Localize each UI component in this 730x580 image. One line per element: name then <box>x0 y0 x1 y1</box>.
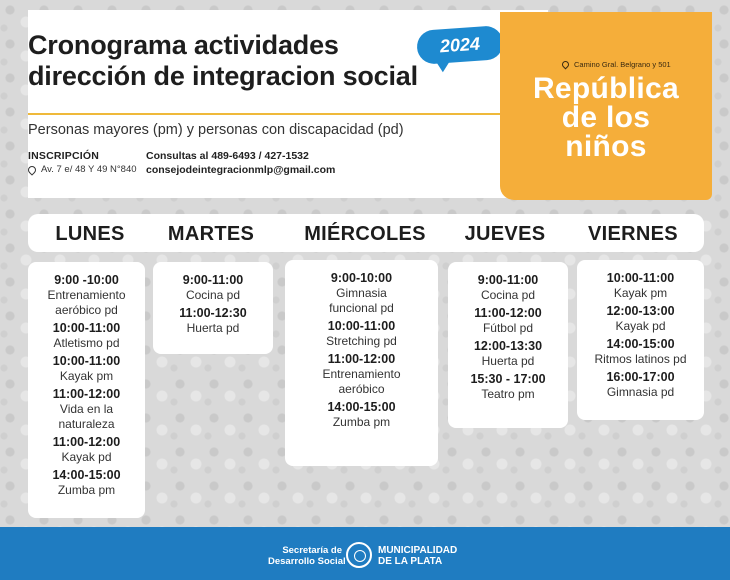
schedule-entry <box>28 435 145 465</box>
badge-title <box>500 74 712 161</box>
footer-secretaria <box>268 545 346 567</box>
badge-title-line-3: niños <box>565 130 647 163</box>
entry-activity: Ritmos latinos pd <box>594 352 687 366</box>
footer-secretaria-line-2: Desarrollo Social <box>268 556 346 567</box>
entry-time: 14:00-15:00 <box>606 337 675 351</box>
day-card-miercoles <box>285 260 438 466</box>
entry-activity: Stretching pd <box>326 334 397 348</box>
entry-activity: Entrenamiento <box>322 367 401 381</box>
entry-time: 9:00-11:00 <box>477 273 539 287</box>
schedule-entry <box>285 400 438 430</box>
schedule-entry <box>448 339 568 369</box>
entry-activity: Kayak pm <box>59 369 114 383</box>
title-line-1: Cronograma actividades <box>28 30 339 60</box>
schedule-entry <box>153 273 273 303</box>
entry-time: 16:00-17:00 <box>606 370 675 384</box>
footer-muni-line-2: DE LA PLATA <box>378 556 443 567</box>
entry-activity: Teatro pm <box>481 387 535 401</box>
map-pin-icon <box>561 60 571 70</box>
entry-activity: Fútbol pd <box>482 321 534 335</box>
entry-time: 11:00-12:00 <box>52 435 121 449</box>
entry-activity: Huerta pd <box>481 354 535 368</box>
entry-time: 12:00-13:30 <box>473 339 543 353</box>
schedule-entry <box>285 352 438 397</box>
day-label-martes: MARTES <box>167 223 255 245</box>
schedule-entry <box>285 271 438 316</box>
entry-time: 10:00-11:00 <box>52 354 121 368</box>
schedule-entry <box>577 271 704 301</box>
schedule-entry <box>28 387 145 432</box>
footer-muni-line-1: MUNICIPALIDAD <box>378 545 458 556</box>
republica-badge <box>500 12 712 200</box>
entry-time: 14:00-15:00 <box>327 400 396 414</box>
entry-activity: Zumba pm <box>332 415 391 429</box>
entry-activity: Atletismo pd <box>53 336 120 350</box>
schedule-entry <box>577 304 704 334</box>
day-label-viernes: VIERNES <box>588 223 678 245</box>
footer-municipalidad <box>378 545 457 567</box>
entry-time: 11:00-12:00 <box>474 306 542 320</box>
municipal-seal-icon <box>346 542 372 568</box>
badge-title-line-2: de los <box>561 101 651 134</box>
entry-activity: Zumba pm <box>57 483 116 497</box>
schedule-entry <box>28 468 145 498</box>
entry-time: 10:00-11:00 <box>327 319 396 333</box>
subtitle: Personas mayores (pm) y personas con discapacidad (pd) <box>28 122 404 138</box>
year-speech-bubble: 2024 <box>416 25 504 65</box>
day-card-martes <box>153 262 273 354</box>
map-pin-icon <box>26 164 37 175</box>
badge-address-text: Camino Gral. Belgrano y 501 <box>574 60 671 69</box>
entry-activity: aeróbico <box>338 382 385 396</box>
entry-activity: Huerta pd <box>186 321 240 335</box>
inscripcion-address-text: Av. 7 e/ 48 Y 49 N°840 <box>41 164 137 175</box>
schedule-entry <box>28 273 145 318</box>
entry-activity: Gimnasia <box>336 286 387 300</box>
entry-activity: Kayak pd <box>615 319 666 333</box>
entry-time: 12:00-13:00 <box>606 304 675 318</box>
entry-activity: funcional pd <box>329 301 394 315</box>
schedule-entry <box>448 372 568 402</box>
schedule-entry <box>448 306 568 336</box>
day-label-jueves: JUEVES <box>464 223 546 245</box>
schedule-entry <box>28 354 145 384</box>
day-card-lunes <box>28 262 145 518</box>
consultas-phone: Consultas al 489-6493 / 427-1532 <box>146 150 309 162</box>
entry-time: 9:00-11:00 <box>182 273 244 287</box>
entry-activity: Kayak pd <box>61 450 112 464</box>
day-label-miercoles: MIÉRCOLES <box>304 223 426 245</box>
entry-time: 10:00-11:00 <box>52 321 121 335</box>
entry-activity: naturaleza <box>58 417 115 431</box>
schedule-entry <box>28 321 145 351</box>
inscripcion-label: INSCRIPCIÓN <box>28 150 100 162</box>
entry-activity: Vida en la <box>59 402 114 416</box>
contact-email: consejodeintegracionmlp@gmail.com <box>146 164 336 176</box>
footer-secretaria-line-1: Secretaría de <box>282 545 342 556</box>
entry-time: 14:00-15:00 <box>52 468 121 482</box>
schedule-entry <box>577 337 704 367</box>
inscripcion-address <box>28 164 137 175</box>
header-divider <box>28 113 504 115</box>
entry-activity: Kayak pm <box>613 286 668 300</box>
entry-time: 9:00 -10:00 <box>54 273 119 287</box>
entry-activity: Gimnasia pd <box>606 385 675 399</box>
entry-time: 15:30 - 17:00 <box>470 372 546 386</box>
entry-time: 11:00-12:00 <box>52 387 121 401</box>
entry-activity: Cocina pd <box>185 288 241 302</box>
entry-time: 10:00-11:00 <box>606 271 675 285</box>
badge-address <box>562 60 671 69</box>
title-line-2: dirección de integracion social <box>28 61 418 91</box>
schedule-entry <box>285 319 438 349</box>
entry-time: 9:00-10:00 <box>330 271 393 285</box>
day-card-jueves <box>448 262 568 428</box>
day-card-viernes <box>577 260 704 420</box>
schedule-entry <box>577 370 704 400</box>
schedule-entry <box>448 273 568 303</box>
entry-activity: aeróbico pd <box>55 303 118 317</box>
schedule-entry <box>153 306 273 336</box>
entry-time: 11:00-12:30 <box>179 306 247 320</box>
entry-activity: Cocina pd <box>480 288 536 302</box>
entry-time: 11:00-12:00 <box>327 352 396 366</box>
entry-activity: Entrenamiento <box>47 288 126 302</box>
badge-title-line-1: República <box>532 72 680 105</box>
day-label-lunes: LUNES <box>55 223 125 245</box>
